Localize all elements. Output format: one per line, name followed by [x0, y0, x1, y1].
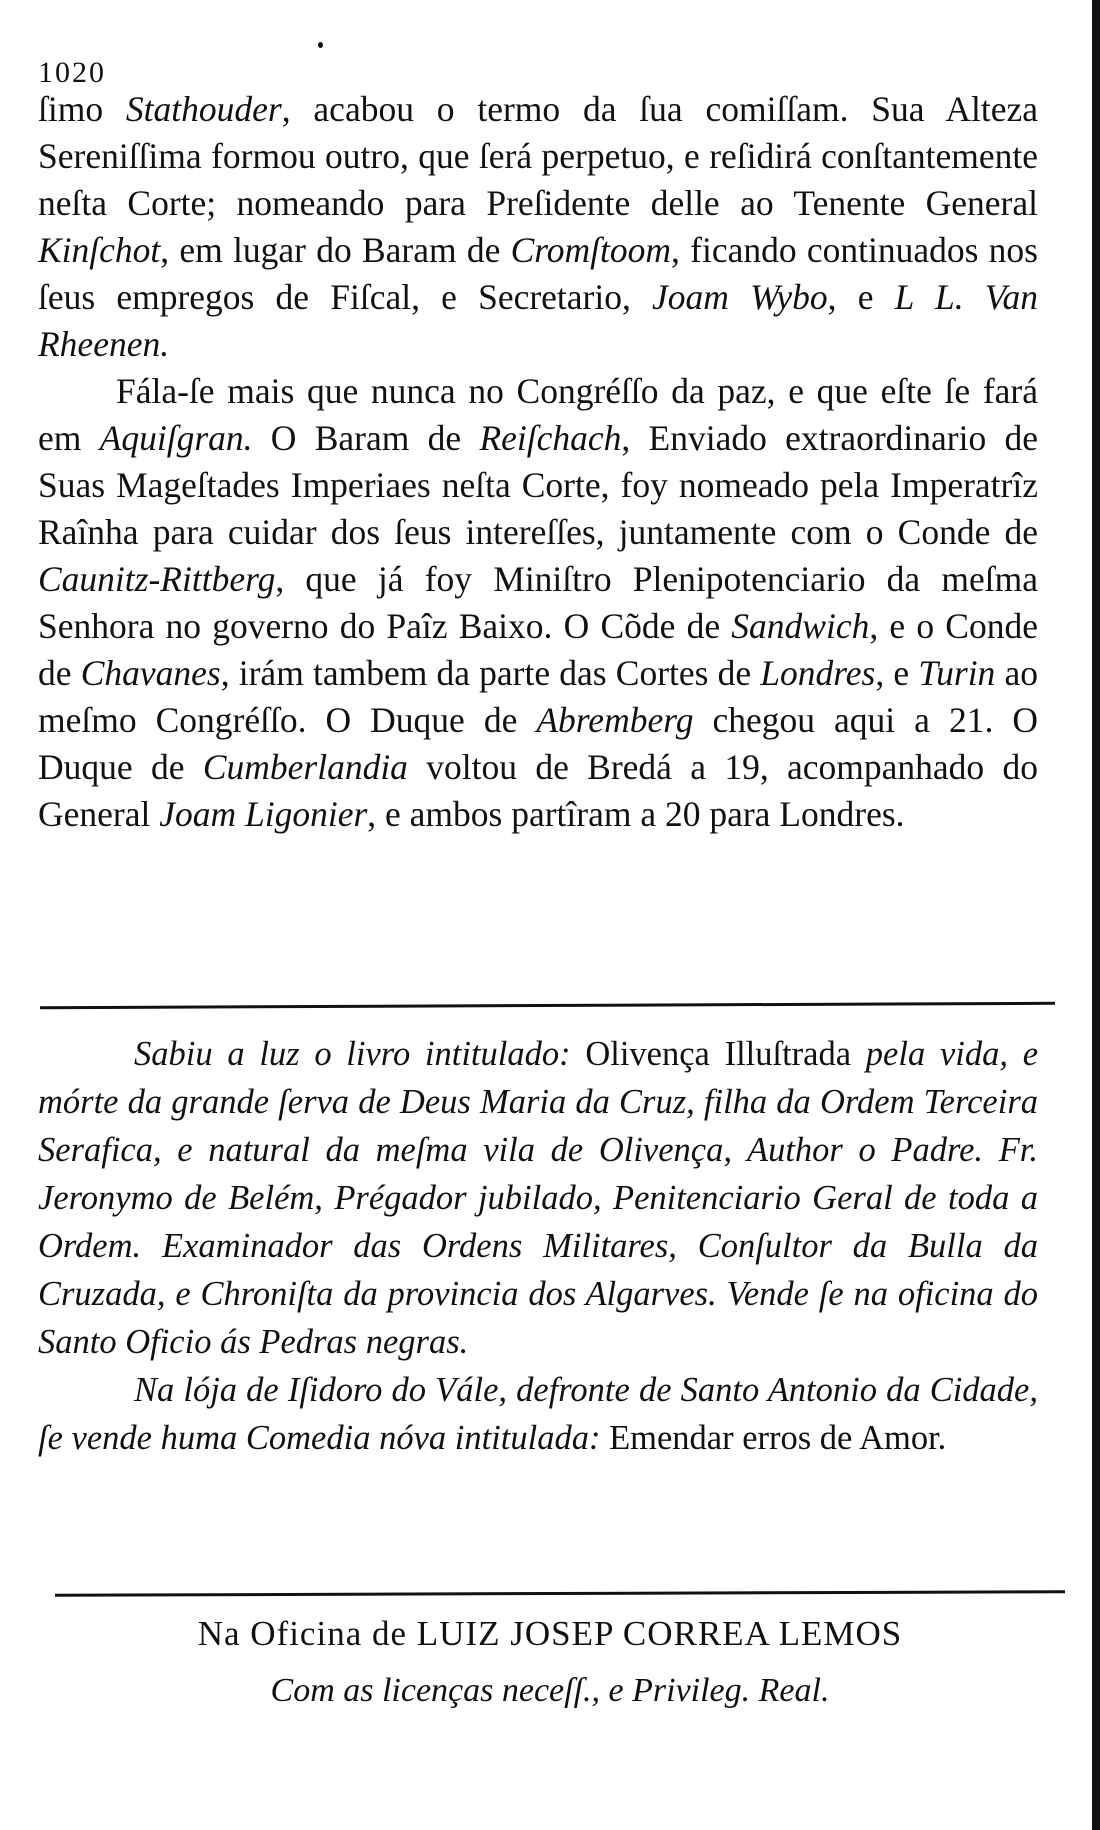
italic-name-run: Joam Wybo [652, 277, 828, 317]
text-run: , e [875, 653, 919, 693]
text-run: ao meſmo Congréſſo. O Duque de [38, 653, 1038, 740]
text-run: chegou aqui a 21. O Duque de [38, 700, 1038, 787]
text-run: , e ambos partîram a 20 para Londres. [367, 794, 905, 834]
notice-run: pela vida, e mórte da grande ſerva de Deus Maria da Cruz, filha da Ordem Terceira Serafica, e natural da meſma vila de Olivença, Author o Padre. Fr. Jeronymo de Belém, Prégador jubilado, Penitenciario Geral de toda a Ordem. Examinador das Ordens Militares, Conſultor da Bulla da Cruzada, e Chroniſta da provincia dos Algarves. Vende ſe na oficina do Santo Oficio ás Pedras negras. [38, 1035, 1039, 1361]
text-run: , e [827, 277, 895, 317]
text-run: , em lugar do Baram de [160, 230, 511, 270]
text-run: , Enviado extraordinario de Suas Mageſtades Imperiaes neſta Corte, foy nomeado pela Imperatrîz Raînha para cuidar dos ſeus intereſſes, juntamente com o Conde de [38, 418, 1038, 552]
text-run: , ficando continuados nos ſeus empregos de Fiſcal, e Secretario, [38, 230, 1038, 317]
italic-name-run: Sandwich [731, 606, 870, 646]
section-divider [40, 1002, 1055, 1009]
text-run: , e o Conde de [38, 606, 1038, 693]
italic-name-run: Chavanes [80, 653, 221, 693]
text-run: , irám tambem da parte das Cortes de [220, 653, 761, 693]
text-run: , que já foy Miniſtro Plenipotenciario da meſma Senhora no governo do Paîz Baixo. O Cõde de [38, 559, 1038, 646]
italic-name-run: Turin [918, 653, 996, 693]
italic-name-run: Abremberg [536, 700, 694, 740]
italic-name-run: Kinſchot [38, 230, 161, 270]
notices-column [38, 1030, 1038, 1462]
italic-name-run: Stathouder [125, 89, 282, 129]
notice-run: Emendar erros de Amor. [609, 1419, 947, 1457]
notice-run: Olivença Illuſtrada [585, 1035, 852, 1073]
imprint-printer: Na Oficina de LUIZ JOSEP CORREA LEMOS [197, 1614, 903, 1653]
page-edge-shadow [1092, 0, 1100, 1830]
italic-name-run: Reiſchach [479, 418, 622, 458]
italic-name-run: Cumberlandia [202, 747, 408, 787]
italic-name-run: Londres [760, 653, 876, 693]
notice-run: Sabiu a luz o livro intitulado: [134, 1035, 586, 1073]
imprint-licences: Com as licenças neceſſ., e Privileg. Real. [270, 1672, 830, 1709]
italic-name-run: Caunitz-Rittberg [38, 559, 276, 599]
page-number: 1020 [38, 56, 106, 89]
text-run: O Baram de [252, 418, 480, 458]
notice-book-olivenca [38, 1030, 1038, 1366]
italic-name-run: Joam Ligonier [159, 794, 368, 834]
italic-name-run: Aquiſgran. [99, 418, 253, 458]
text-run: ſimo [38, 89, 126, 129]
text-run: Fála-ſe mais que nunca no Congréſſo da paz, e que eſte ſe fará em [38, 371, 1038, 458]
italic-name-run: Cromſtoom [510, 230, 672, 270]
news-paragraph-stathouder [38, 86, 1038, 368]
notice-run: Na lója de Iſidoro do Vále, defronte de Santo Antonio da Cidade, ſe vende huma Comedia nóva intitulada: [38, 1371, 1038, 1457]
notice-comedia [38, 1366, 1038, 1462]
news-column [38, 86, 1038, 838]
ink-spot [318, 42, 323, 48]
news-paragraph-peace-congress [38, 368, 1038, 838]
text-run: voltou de Bredá a 19, acompanhado do General [38, 747, 1038, 834]
italic-name-run: L L. Van Rheenen. [38, 277, 1038, 364]
imprint-divider [55, 1590, 1065, 1597]
text-run: , acabou o termo da ſua comiſſam. Sua Alteza Sereniſſima formou outro, que ſerá perpetuo, e reſidirá conſtantemente neſta Corte; nomeando para Preſidente delle ao Tenente General [38, 89, 1039, 223]
